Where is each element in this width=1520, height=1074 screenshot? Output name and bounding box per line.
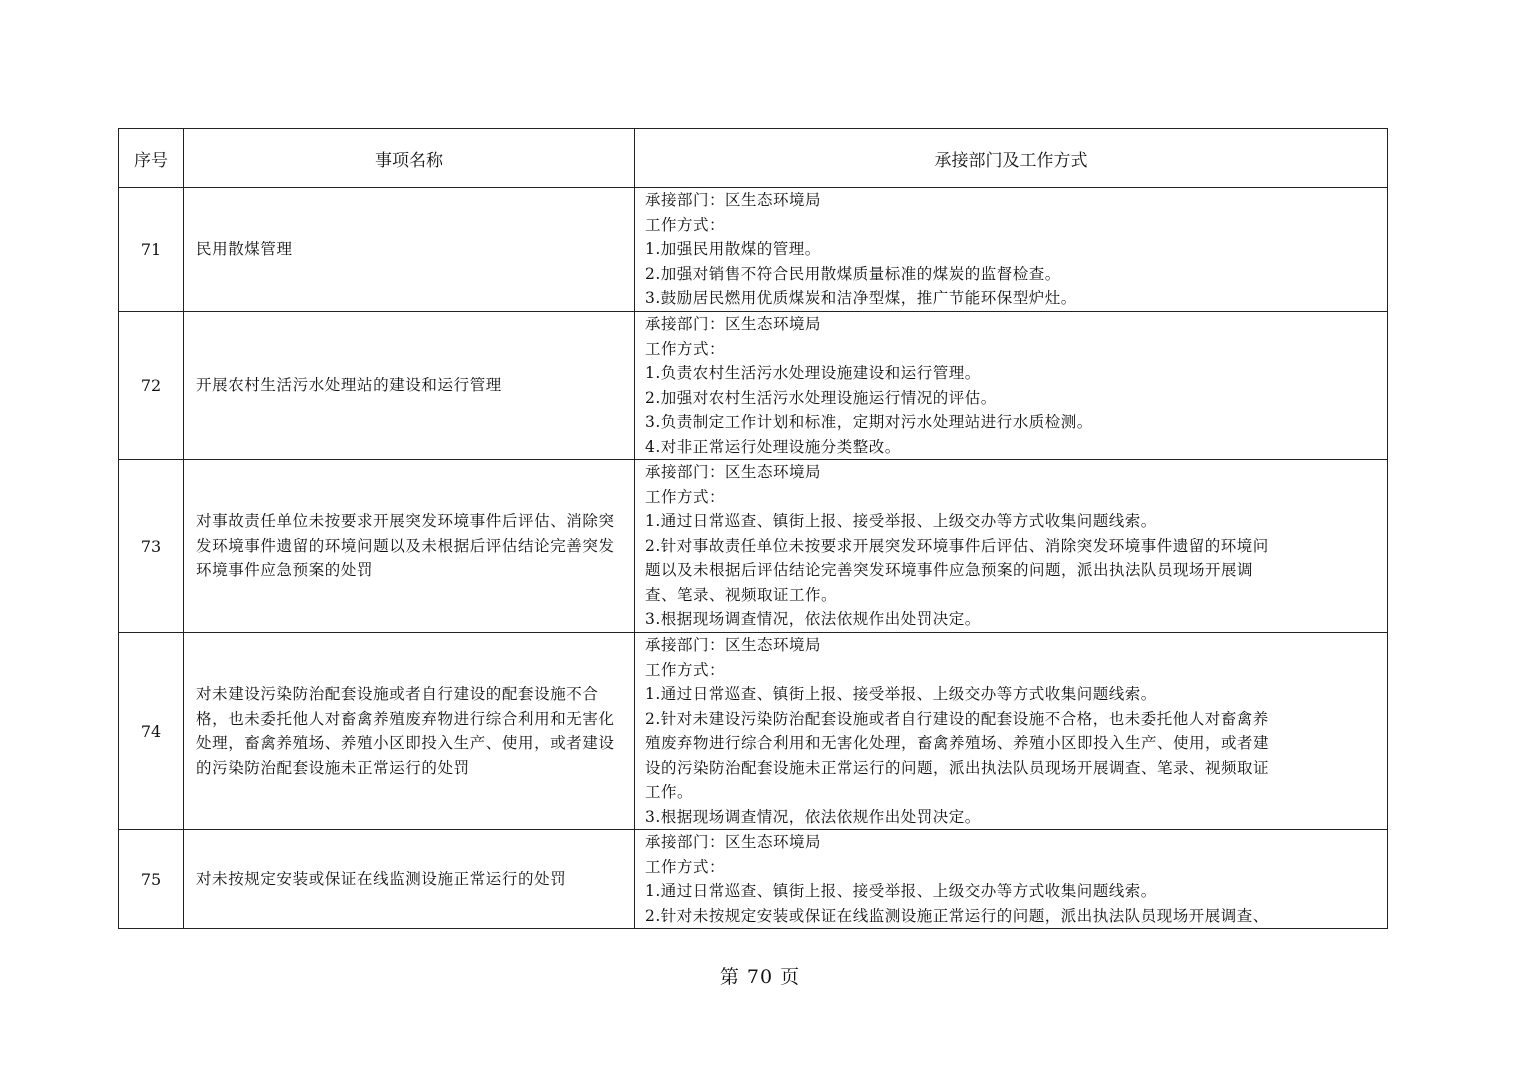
row-serial-number: 75: [119, 830, 184, 929]
table-row: [119, 188, 1388, 312]
detail-line: 工作方式：: [645, 215, 726, 234]
detail-line: 工作方式：: [645, 857, 726, 876]
detail-line: 2.针对未建设污染防治配套设施或者自行建设的配套设施不合格，也未委托他人对畜禽养: [645, 709, 1269, 728]
detail-line: 工作方式：: [645, 487, 726, 506]
detail-line: 题以及未根据后评估结论完善突发环境事件应急预案的问题，派出执法队员现场开展调: [645, 561, 1254, 579]
table-row: [119, 312, 1388, 460]
detail-line: 3.根据现场调查情况，依法依规作出处罚决定。: [645, 610, 981, 628]
row-department-method: [635, 830, 1388, 929]
table-row: [119, 460, 1388, 633]
detail-line: 2.针对事故责任单位未按要求开展突发环境事件后评估、消除突发环境事件遗留的环境问: [645, 536, 1269, 555]
detail-line: 查、笔录、视频取证工作。: [645, 585, 838, 604]
detail-line: 1.通过日常巡查、镇街上报、接受举报、上级交办等方式收集问题线索。: [645, 882, 1157, 900]
detail-line: 工作方式：: [645, 339, 726, 358]
detail-line: 工作。: [645, 783, 694, 801]
detail-line: 3.鼓励居民燃用优质煤炭和洁净型煤，推广节能环保型炉灶。: [645, 289, 1077, 307]
row-serial-number: 74: [119, 633, 184, 830]
row-serial-number: 71: [119, 188, 184, 312]
detail-line: 承接部门：区生态环境局: [645, 315, 822, 333]
row-serial-number: 73: [119, 460, 184, 633]
table-body: [119, 188, 1388, 929]
row-department-method: [635, 460, 1388, 633]
row-item-name: 民用散煤管理: [184, 188, 635, 312]
row-item-name: 对事故责任单位未按要求开展突发环境事件后评估、消除突发环境事件遗留的环境问题以及未根据后评估结论完善突发环境事件应急预案的处罚: [184, 460, 635, 633]
detail-line: 2.加强对农村生活污水处理设施运行情况的评估。: [645, 388, 997, 407]
table-row: [119, 830, 1388, 929]
detail-line: 1.负责农村生活污水处理设施建设和运行管理。: [645, 364, 981, 382]
detail-line: 承接部门：区生态环境局: [645, 636, 822, 654]
row-department-method: [635, 188, 1388, 312]
matters-table: [118, 128, 1388, 929]
row-item-name: 开展农村生活污水处理站的建设和运行管理: [184, 312, 635, 460]
table-header: [119, 129, 1388, 188]
header-row: [119, 129, 1388, 188]
detail-line: 2.针对未按规定安装或保证在线监测设施正常运行的问题，派出执法队员现场开展调查、: [645, 906, 1269, 925]
detail-line: 1.通过日常巡查、镇街上报、接受举报、上级交办等方式收集问题线索。: [645, 512, 1157, 530]
detail-line: 3.根据现场调查情况，依法依规作出处罚决定。: [645, 807, 981, 826]
row-department-method: [635, 312, 1388, 460]
detail-line: 承接部门：区生态环境局: [645, 191, 822, 209]
detail-line: 3.负责制定工作计划和标准，定期对污水处理站进行水质检测。: [645, 413, 1093, 431]
row-item-name: 对未建设污染防治配套设施或者自行建设的配套设施不合格，也未委托他人对畜禽养殖废弃物进行综合利用和无害化处理，畜禽养殖场、养殖小区即投入生产、使用，或者建设的污染防治配套设施未正常运行的处罚: [184, 633, 635, 830]
header-department-method: 承接部门及工作方式: [635, 129, 1388, 188]
detail-line: 殖废弃物进行综合利用和无害化处理，畜禽养殖场、养殖小区即投入生产、使用，或者建: [645, 734, 1270, 752]
detail-line: 工作方式：: [645, 660, 726, 679]
detail-line: 承接部门：区生态环境局: [645, 833, 822, 851]
detail-line: 4.对非正常运行处理设施分类整改。: [645, 437, 901, 456]
detail-line: 设的污染防治配套设施未正常运行的问题，派出执法队员现场开展调查、笔录、视频取证: [645, 758, 1270, 777]
header-serial-number: 序号: [119, 129, 184, 188]
detail-line: 承接部门：区生态环境局: [645, 463, 822, 481]
page-number: 第 70 页: [719, 966, 801, 988]
row-item-name: 对未按规定安装或保证在线监测设施正常运行的处罚: [184, 830, 635, 929]
detail-line: 2.加强对销售不符合民用散煤质量标准的煤炭的监督检查。: [645, 264, 1061, 283]
detail-line: 1.加强民用散煤的管理。: [645, 240, 821, 258]
row-serial-number: 72: [119, 312, 184, 460]
header-item-name: 事项名称: [184, 129, 635, 188]
table-row: [119, 633, 1388, 830]
detail-line: 1.通过日常巡查、镇街上报、接受举报、上级交办等方式收集问题线索。: [645, 685, 1157, 703]
row-department-method: [635, 633, 1388, 830]
